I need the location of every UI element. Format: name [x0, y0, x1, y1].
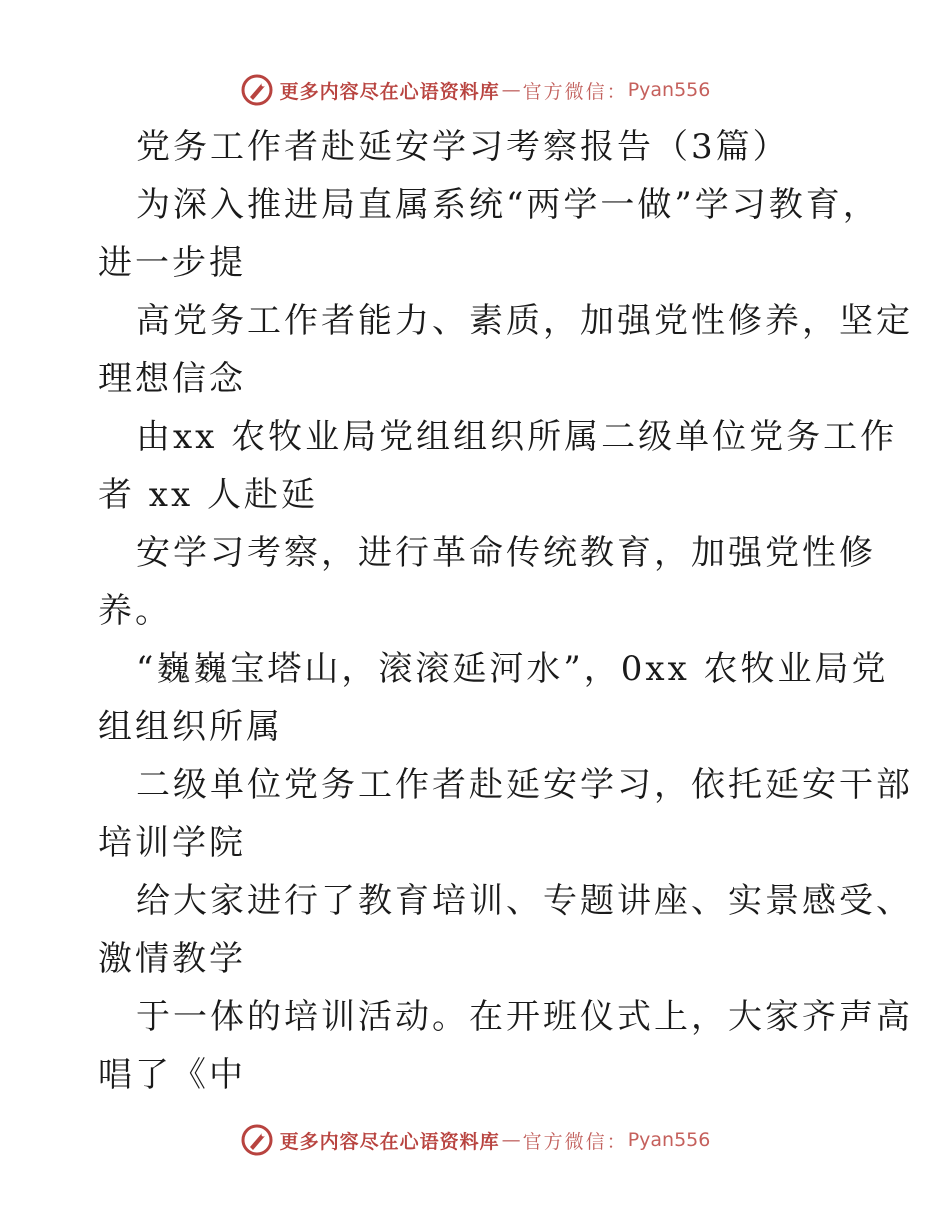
watermark-wechat-label: 官方微信：: [522, 80, 628, 103]
header-watermark: [0, 70, 950, 110]
paragraph-line: 进一步提: [98, 243, 246, 283]
paragraph-line: 二级单位党务工作者赴延安学习，依托延安干部: [136, 765, 913, 805]
paragraph-line: “巍巍宝塔山，滚滚延河水”，0xx 农牧业局党: [136, 649, 889, 689]
paragraph-line: 唱了《中: [98, 1055, 246, 1095]
watermark-dash: —: [501, 79, 521, 101]
pen-nib-logo-icon: [240, 73, 274, 107]
paragraph-line: 为深入推进局直属系统“两学一做”学习教育，: [136, 185, 880, 225]
watermark-brand: 更多内容尽在心语资料库: [279, 80, 500, 103]
paragraph-line: 理想信念: [98, 359, 246, 399]
paragraph-line: 高党务工作者能力、素质，加强党性修养，坚定: [136, 301, 913, 341]
paragraph-line: 培训学院: [98, 823, 246, 863]
paragraph-line: 者 xx 人赴延: [98, 475, 318, 515]
watermark-wechat-id: Pyan556: [627, 79, 711, 101]
paragraph-line: 激情教学: [98, 939, 246, 979]
watermark-wechat-label: 官方微信：: [522, 1130, 628, 1153]
document-title: 党务工作者赴延安学习考察报告（3篇）: [136, 127, 790, 167]
watermark-wechat-id: Pyan556: [627, 1129, 711, 1151]
paragraph-line: 由xx 农牧业局党组组织所属二级单位党务工作: [136, 417, 898, 457]
pen-nib-logo-icon: [240, 1123, 274, 1157]
paragraph-line: 于一体的培训活动。在开班仪式上，大家齐声高: [136, 997, 913, 1037]
watermark-dash: —: [501, 1129, 521, 1151]
paragraph-line: 养。: [98, 591, 172, 631]
paragraph-line: 组组织所属: [98, 707, 283, 747]
watermark-brand: 更多内容尽在心语资料库: [279, 1130, 500, 1153]
document-body: [98, 118, 913, 1104]
footer-watermark: [0, 1120, 950, 1160]
paragraph-line: 给大家进行了教育培训、专题讲座、实景感受、: [136, 881, 913, 921]
paragraph-line: 安学习考察，进行革命传统教育，加强党性修: [136, 533, 876, 573]
